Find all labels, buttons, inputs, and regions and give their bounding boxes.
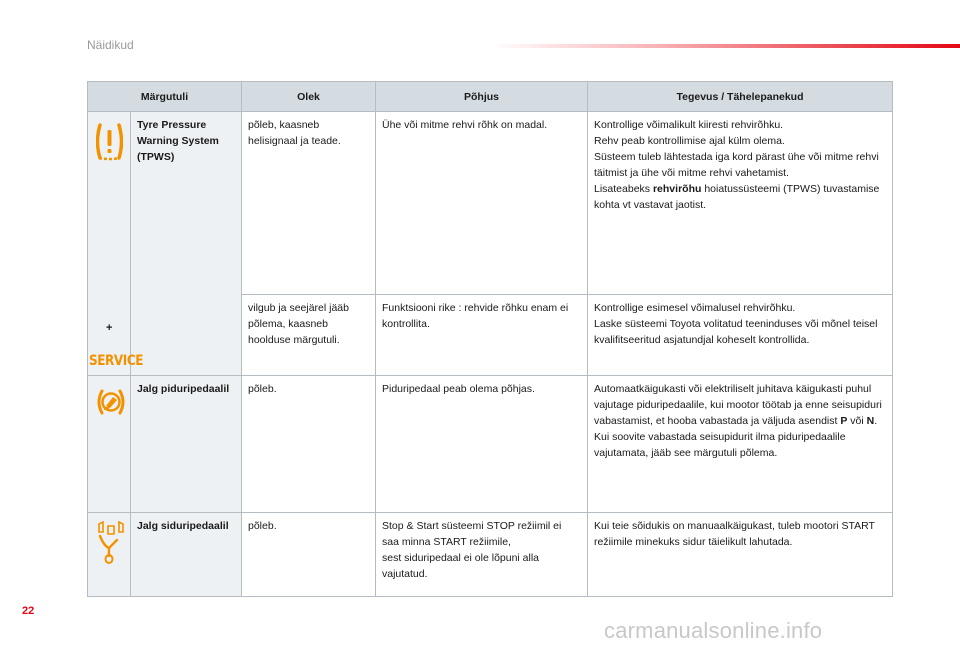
indicator-name-brake: Jalg piduripedaalil [131,376,242,513]
watermark: carmanualsonline.info [604,618,823,643]
cause-cell: Piduripedaal peab olema põhjas. [376,376,588,513]
page-number: 22 [22,605,35,617]
state-cell: põleb. [242,513,376,597]
state-cell: põleb, kaasneb helisignaal ja teade. [242,112,376,295]
brake-pedal-icon [96,388,126,416]
table-row-clutch-pedal [88,513,893,597]
plus-sign: + [106,322,113,334]
warning-lights-table [87,81,893,597]
action-cell [588,376,893,513]
action-cell: Kontrollige esimesel võimalusel rehvirõhku. Laske süsteemi Toyota volitatud teeninduses või mõnel teisel kvalifitseeritud asjatundjal koheselt kontrollida. [588,295,893,376]
action-cell: Kui teie sõidukis on manuaalkäigukast, tuleb mootori START režiimile minekuks sidur täielikult lahutada. [588,513,893,597]
cause-cell: Stop & Start süsteemi STOP režiimil ei saa minna START režiimile, sest siduripedaal ei ole lõpuni alla vajutatud. [376,513,588,597]
table-header-row [88,82,893,112]
action-text: . Kui soovite vabastada seisupidurit ilma piduripedaalile vajutamata, jääb see märgutuli põlema. [594,415,878,459]
table-row-brake-pedal [88,376,893,513]
table-row-tpws-on [88,112,893,295]
indicator-name-tpws: Tyre Pressure Warning System (TPWS) [131,112,242,376]
tire-pressure-warning-icon [96,122,123,162]
action-cell [588,112,893,295]
action-text: või [847,415,867,427]
section-title: Näidikud [87,38,134,52]
action-bold-term: rehvirõhu [652,183,702,195]
gear-position-n: N [866,415,875,427]
service-warning-icon: SERVICE [89,353,144,369]
indicator-name-clutch: Jalg siduripedaalil [131,513,242,597]
gear-position-p: P [840,415,848,427]
column-header-cause: Põhjus [376,82,588,112]
action-text: Automaatkäigukasti või elektriliselt juhitava käigukasti puhul vajutage piduripedaalile, kui mootor töötab ja enne seisupiduri vabastamist, et hooba vabastada ja väljuda asendist [594,383,882,427]
column-header-indicator: Märgutuli [88,82,242,112]
clutch-icon-cell [88,513,131,597]
cause-cell: Ühe või mitme rehvi rõhk on madal. [376,112,588,295]
header-accent-bar [490,44,960,48]
column-header-state: Olek [242,82,376,112]
clutch-pedal-icon [97,520,125,564]
action-text: Kontrollige võimalikult kiiresti rehvirõhku. Rehv peab kontrollimise ajal külm olema. Süsteem tuleb lähtestada iga kord pärast ühe või mitme rehvi täitmist ja ühe või mitme rehvi vahetamist. Lisateabeks [594,119,879,195]
brake-icon-cell [88,376,131,513]
column-header-action: Tegevus / Tähelepanekud [588,82,893,112]
state-cell: vilgub ja seejärel jääb põlema, kaasneb hoolduse märgutuli. [242,295,376,376]
tpws-icon-cell [88,112,144,376]
action-text: hoiatussüsteemi (TPWS) tuvastamise kohta vt vastavat jaotist. [594,183,880,211]
cause-cell: Funktsiooni rike : rehvide rõhku enam ei kontrollita. [376,295,588,376]
state-cell: põleb. [242,376,376,513]
